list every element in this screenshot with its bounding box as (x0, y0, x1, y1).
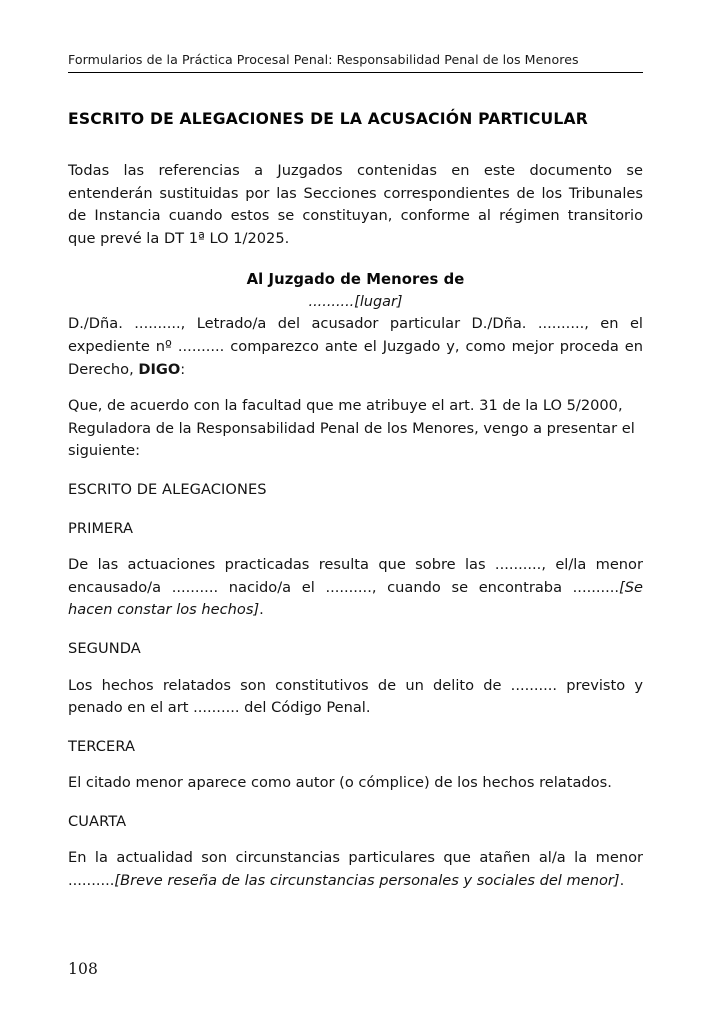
spacer (68, 381, 643, 395)
section-text-segunda-plain: Los hechos relatados son constitutivos de un delito de .......... previsto y penado en el art .......... del Código Penal. (68, 676, 643, 717)
page-title: ESCRITO DE ALEGACIONES DE LA ACUSACIÓN PARTICULAR (68, 110, 588, 129)
section-text-tercera-plain: El citado menor aparece como autor (o cómplice) de los hechos relatados. (68, 774, 612, 792)
section-text-cuarta-italic: [Breve reseña de las circunstancias personales y sociales del menor] (114, 872, 620, 890)
appearance-text-part1: D./Dña. .........., Letrado/a del acusador particular D./Dña. .........., en el expediente nº .......... comparezco ante el Juzgado y, como mejor proceda en Derecho, (68, 315, 643, 378)
spacer (68, 833, 643, 847)
section-text-cuarta-tail: . (619, 872, 625, 890)
section-text-primera (68, 554, 643, 622)
addressee-heading: Al Juzgado de Menores de (246, 271, 465, 289)
page-number: 108 (68, 960, 99, 978)
document-body (68, 160, 643, 893)
appearance-paragraph (68, 313, 643, 381)
section-label-segunda: SEGUNDA (68, 639, 141, 657)
section-text-cuarta (68, 847, 643, 892)
running-head-text: Formularios de la Práctica Procesal Penal: Responsabilidad Penal de los Menores (68, 52, 579, 67)
section-text-primera-tail: . (259, 601, 264, 619)
intro-note-paragraph: Todas las referencias a Juzgados contenidas en este documento se entenderán sustituidas por las Secciones correspondientes de los Tribunales de Instancia cuando estos se constituyan, conforme al régimen transitorio que prevé la DT 1ª LO 1/2025. (68, 162, 643, 247)
section-text-primera-italic: [Se hacen constar los hechos] (68, 578, 643, 619)
section-label-primera: PRIMERA (68, 519, 134, 537)
statement-paragraph: Que, de acuerdo con la facultad que me atribuye el art. 31 de la LO 5/2000, Reguladora de la Responsabilidad Penal de los Menores, vengo a presentar el siguiente: (68, 397, 635, 460)
appearance-text-part2: : (180, 360, 186, 378)
section-text-segunda (68, 675, 643, 720)
section-label-cuarta: CUARTA (68, 812, 127, 830)
section-label-tercera: TERCERA (68, 737, 136, 755)
spacer (68, 795, 643, 811)
running-head (68, 52, 643, 73)
digo-keyword: DIGO (138, 360, 181, 378)
section-text-cuarta-plain: En la actualidad son circunstancias particulares que atañen al/a la menor .......... (68, 849, 643, 890)
spacer (68, 540, 643, 554)
body-heading-escrito-de-alegaciones: ESCRITO DE ALEGACIONES (68, 480, 267, 498)
spacer (68, 250, 643, 269)
spacer (68, 463, 643, 479)
spacer (68, 758, 643, 772)
section-text-tercera (68, 772, 643, 795)
spacer (68, 622, 643, 638)
spacer (68, 502, 643, 518)
addressee-place-placeholder: ..........[lugar] (308, 294, 403, 311)
spacer (68, 661, 643, 675)
section-text-primera-plain: De las actuaciones practicadas resulta que sobre las .........., el/la menor encausado/a .......... nacido/a el .........., cuando se encontraba .......... (68, 556, 643, 596)
spacer (68, 720, 643, 736)
